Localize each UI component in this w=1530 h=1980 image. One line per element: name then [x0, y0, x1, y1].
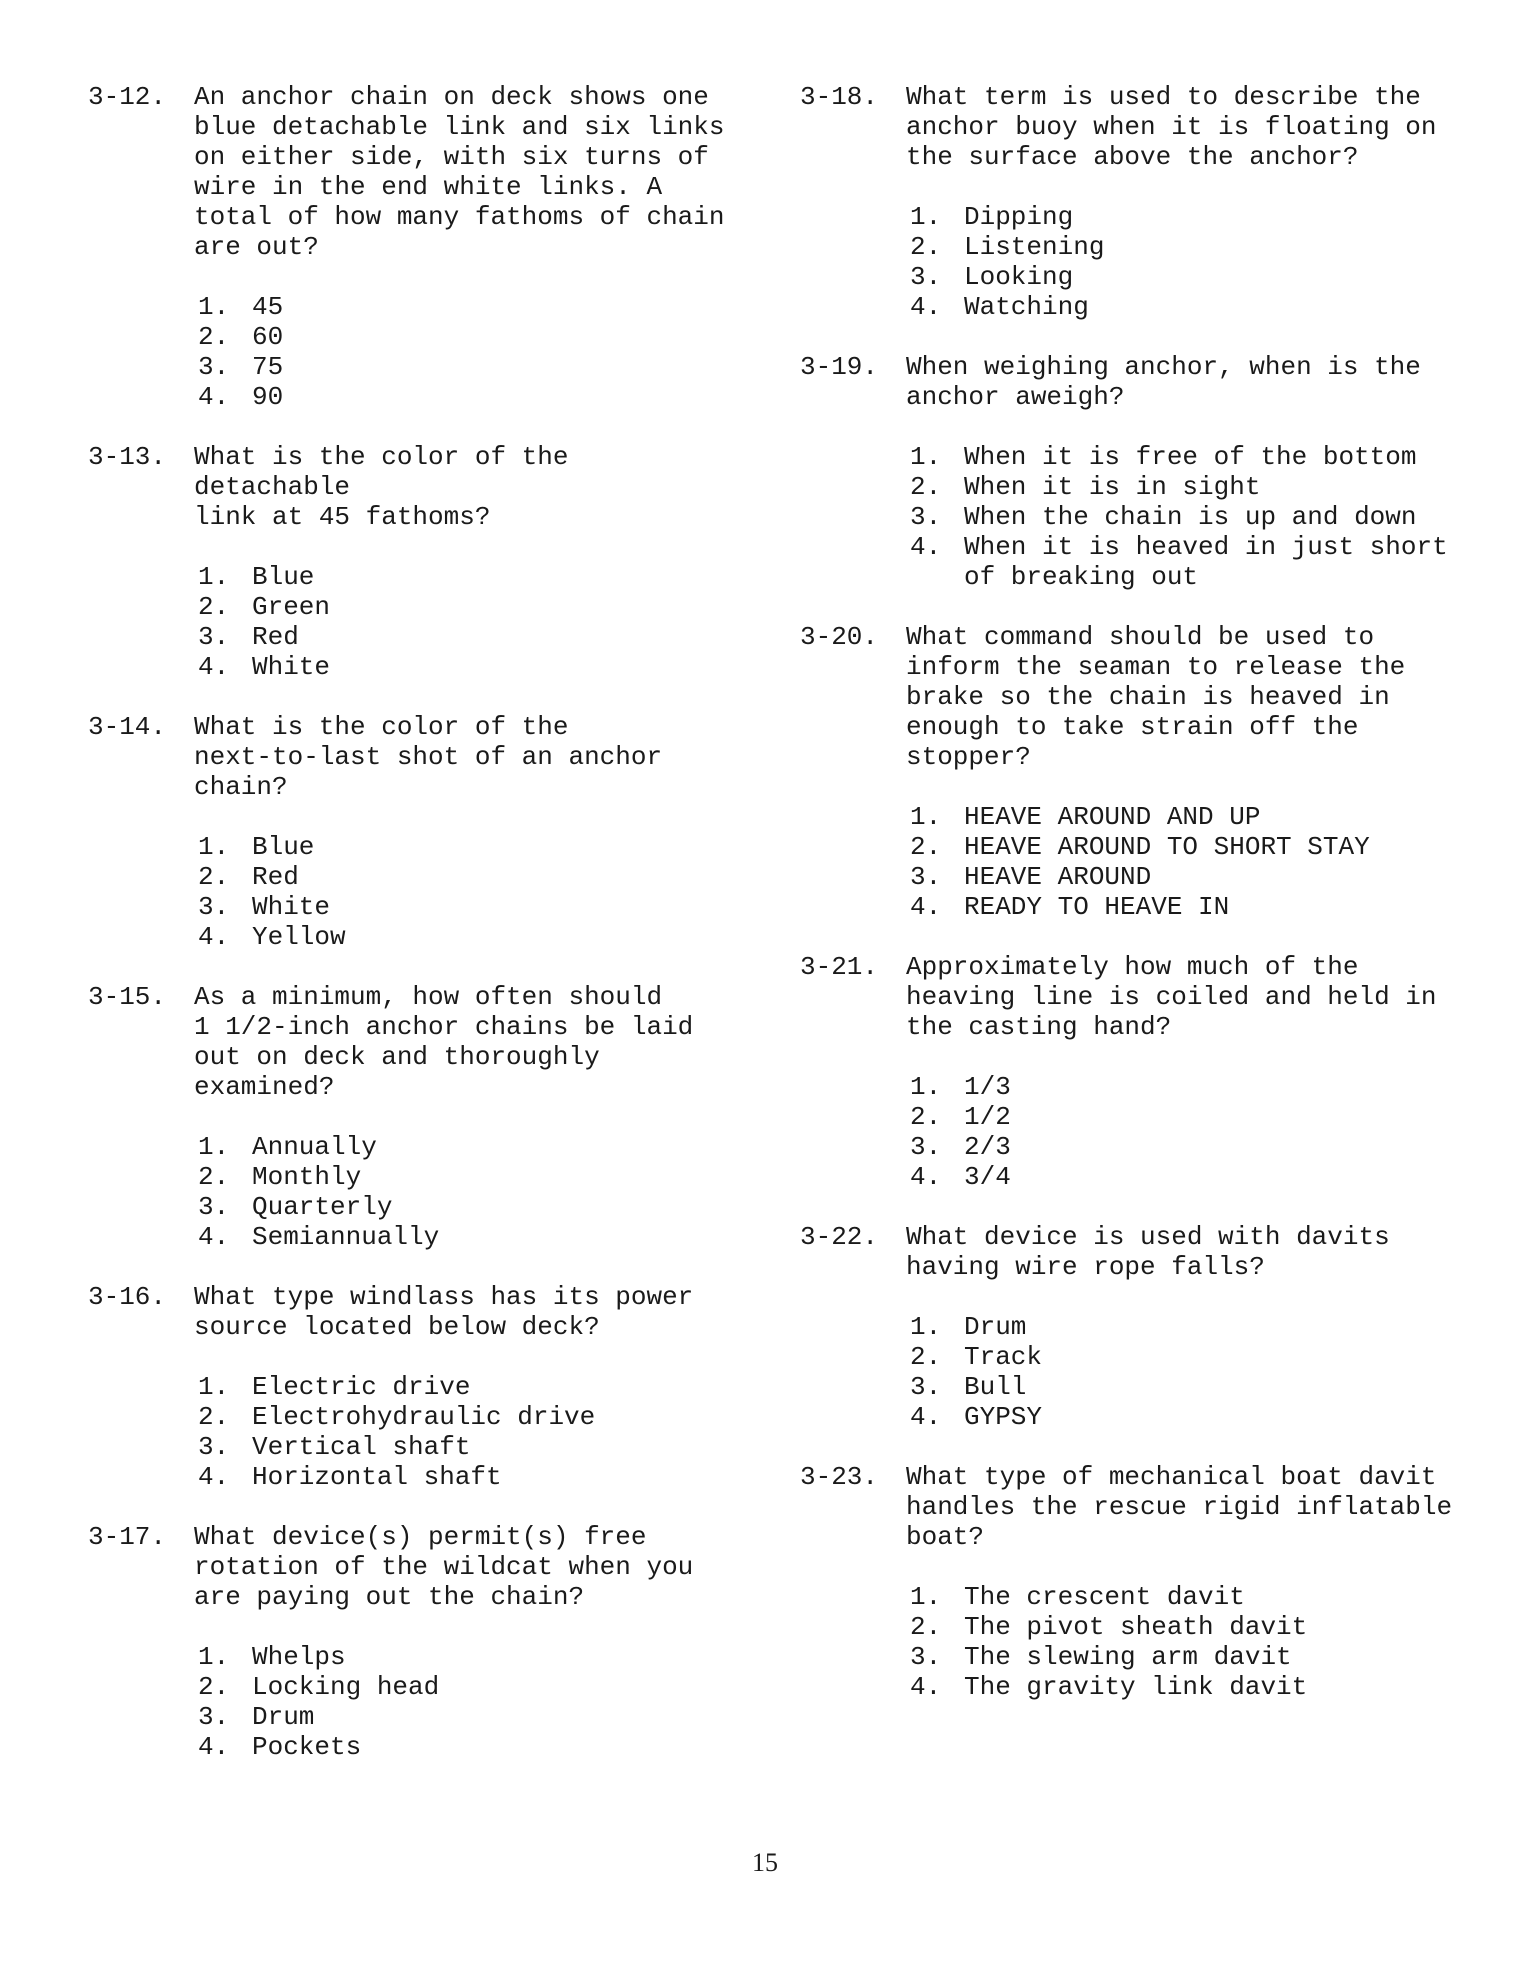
question-body — [194, 1522, 728, 1762]
option-text: READY TO HEAVE IN — [964, 892, 1230, 922]
option-text: 1/2 — [964, 1102, 1011, 1132]
option-text: Red — [252, 622, 299, 652]
option-number: 1. — [198, 562, 230, 592]
question-block — [88, 442, 728, 682]
answer-option — [198, 832, 728, 862]
option-number: 3. — [910, 1642, 942, 1672]
question-number: 3-13. — [88, 442, 167, 472]
option-text: GYPSY — [964, 1402, 1043, 1432]
answer-option — [198, 322, 728, 352]
option-text: Quarterly — [252, 1192, 393, 1222]
question-number: 3-15. — [88, 982, 167, 1012]
answer-options — [194, 562, 728, 682]
option-text: Blue — [252, 832, 315, 862]
option-text: Pockets — [252, 1732, 362, 1762]
option-number: 4. — [910, 892, 942, 922]
option-number: 1. — [910, 802, 942, 832]
question-body — [194, 442, 728, 682]
option-text: Bull — [964, 1372, 1027, 1402]
option-number: 4. — [198, 652, 230, 682]
option-number: 3. — [198, 1702, 230, 1732]
answer-option — [910, 292, 1460, 322]
option-number: 2. — [910, 832, 942, 862]
option-number: 3. — [198, 892, 230, 922]
option-text: Horizontal shaft — [252, 1462, 502, 1492]
answer-option — [198, 1672, 728, 1702]
answer-option — [910, 202, 1460, 232]
option-text: 2/3 — [964, 1132, 1011, 1162]
option-text: Watching — [964, 292, 1089, 322]
answer-option — [198, 922, 728, 952]
option-number: 3. — [910, 262, 942, 292]
question-text: Approximately how much of the heaving line is coiled and held in the casting hand? — [906, 952, 1437, 1042]
question-body — [194, 82, 728, 412]
answer-options — [906, 802, 1460, 922]
answer-options — [906, 1072, 1460, 1192]
option-number: 4. — [198, 1732, 230, 1762]
answer-options — [194, 1132, 728, 1252]
answer-option — [198, 652, 728, 682]
option-text: Green — [252, 592, 331, 622]
question-text: What term is used to describe the anchor buoy when it is floating on the surface above the anchor? — [906, 82, 1437, 172]
answer-options — [194, 1372, 728, 1492]
option-number: 2. — [910, 1612, 942, 1642]
answer-options — [906, 202, 1460, 322]
question-block — [800, 622, 1460, 922]
question-body — [194, 712, 728, 952]
option-text: 75 — [252, 352, 284, 382]
option-number: 2. — [198, 1162, 230, 1192]
answer-option — [198, 1642, 728, 1672]
option-number: 2. — [910, 232, 942, 262]
option-text: White — [252, 892, 331, 922]
question-number: 3-21. — [800, 952, 879, 982]
question-block — [800, 82, 1460, 322]
answer-option — [910, 1102, 1460, 1132]
option-text: 1/3 — [964, 1072, 1011, 1102]
answer-option — [910, 1402, 1460, 1432]
option-text: 90 — [252, 382, 284, 412]
answer-option — [198, 562, 728, 592]
question-block — [88, 712, 728, 952]
option-text: Locking head — [252, 1672, 440, 1702]
option-text: Annually — [252, 1132, 377, 1162]
option-text: When it is free of the bottom — [964, 442, 1417, 472]
option-text: When it is in sight — [964, 472, 1261, 502]
answer-option — [198, 892, 728, 922]
question-text: What device(s) permit(s) free rotation of the wildcat when you are paying out the chain? — [194, 1522, 694, 1612]
answer-option — [910, 502, 1460, 532]
answer-option — [198, 1402, 728, 1432]
option-text: HEAVE AROUND — [964, 862, 1152, 892]
answer-option — [910, 1582, 1460, 1612]
option-text: The slewing arm davit — [964, 1642, 1292, 1672]
option-text: The crescent davit — [964, 1582, 1245, 1612]
question-body — [906, 622, 1460, 922]
answer-option — [910, 262, 1460, 292]
question-block — [88, 1522, 728, 1762]
option-text: When it is heaved in just short of breaking out — [964, 532, 1448, 592]
option-text: Drum — [964, 1312, 1027, 1342]
option-number: 3. — [198, 622, 230, 652]
question-number: 3-20. — [800, 622, 879, 652]
option-number: 2. — [198, 862, 230, 892]
option-text: HEAVE AROUND TO SHORT STAY — [964, 832, 1370, 862]
option-text: Yellow — [252, 922, 346, 952]
question-text: As a minimum, how often should 1 1/2-inch anchor chains be laid out on deck and thoroughly examined? — [194, 982, 694, 1102]
question-number: 3-14. — [88, 712, 167, 742]
option-number: 3. — [910, 1372, 942, 1402]
answer-option — [198, 1192, 728, 1222]
question-number: 3-17. — [88, 1522, 167, 1552]
answer-option — [910, 892, 1460, 922]
answer-option — [198, 1462, 728, 1492]
answer-option — [198, 862, 728, 892]
option-text: Dipping — [964, 202, 1074, 232]
answer-option — [198, 592, 728, 622]
answer-option — [910, 532, 1460, 592]
answer-options — [194, 1642, 728, 1762]
question-number: 3-12. — [88, 82, 167, 112]
option-number: 2. — [198, 1672, 230, 1702]
answer-option — [910, 862, 1460, 892]
question-body — [906, 952, 1460, 1192]
question-block — [88, 1282, 728, 1492]
option-text: 3/4 — [964, 1162, 1011, 1192]
answer-options — [906, 1582, 1460, 1702]
answer-option — [910, 1162, 1460, 1192]
answer-options — [194, 292, 728, 412]
answer-option — [198, 1132, 728, 1162]
question-number: 3-22. — [800, 1222, 879, 1252]
left-column — [88, 82, 728, 1792]
question-text: What command should be used to inform the seaman to release the brake so the chain is heaved in enough to take strain off the stopper? — [906, 622, 1406, 772]
answer-option — [910, 1342, 1460, 1372]
option-text: HEAVE AROUND AND UP — [964, 802, 1261, 832]
question-body — [906, 1222, 1460, 1432]
question-body — [906, 352, 1460, 592]
question-block — [800, 352, 1460, 592]
answer-options — [906, 442, 1460, 592]
question-body — [906, 1462, 1460, 1702]
option-number: 3. — [198, 1432, 230, 1462]
answer-option — [198, 1702, 728, 1732]
option-text: Monthly — [252, 1162, 362, 1192]
question-text: What device is used with davits having wire rope falls? — [906, 1222, 1390, 1282]
answer-option — [910, 1642, 1460, 1672]
option-number: 1. — [198, 832, 230, 862]
question-block — [800, 952, 1460, 1192]
question-text: What is the color of the detachable link at 45 fathoms? — [194, 442, 569, 532]
option-text: Electric drive — [252, 1372, 471, 1402]
question-text: What is the color of the next-to-last shot of an anchor chain? — [194, 712, 663, 802]
option-number: 4. — [198, 382, 230, 412]
question-body — [906, 82, 1460, 322]
option-text: Whelps — [252, 1642, 346, 1672]
option-text: Electrohydraulic drive — [252, 1402, 596, 1432]
answer-option — [910, 1132, 1460, 1162]
option-number: 2. — [910, 1342, 942, 1372]
option-text: 45 — [252, 292, 284, 322]
answer-option — [910, 442, 1460, 472]
option-number: 1. — [910, 1312, 942, 1342]
question-body — [194, 1282, 728, 1492]
option-number: 3. — [910, 1132, 942, 1162]
answer-option — [910, 832, 1460, 862]
answer-option — [198, 1732, 728, 1762]
option-text: 60 — [252, 322, 284, 352]
answer-option — [910, 232, 1460, 262]
option-number: 4. — [910, 292, 942, 322]
option-number: 4. — [198, 1462, 230, 1492]
answer-option — [198, 1432, 728, 1462]
option-number: 2. — [198, 1402, 230, 1432]
option-text: The gravity link davit — [964, 1672, 1308, 1702]
option-number: 1. — [910, 1072, 942, 1102]
answer-option — [910, 1372, 1460, 1402]
question-body — [194, 982, 728, 1252]
question-text: What type windlass has its power source located below deck? — [194, 1282, 694, 1342]
option-text: Semiannually — [252, 1222, 440, 1252]
option-number: 1. — [910, 202, 942, 232]
answer-option — [198, 292, 728, 322]
answer-options — [906, 1312, 1460, 1432]
question-block — [800, 1462, 1460, 1702]
option-number: 2. — [910, 1102, 942, 1132]
answer-option — [198, 1162, 728, 1192]
answer-option — [198, 352, 728, 382]
option-number: 1. — [198, 1372, 230, 1402]
option-number: 1. — [910, 1582, 942, 1612]
question-text: An anchor chain on deck shows one blue detachable link and six links on either side, with six turns of wire in the end white links. A total of how many fathoms of chain are out? — [194, 82, 725, 262]
page-number: 15 — [752, 1848, 778, 1877]
answer-option — [198, 1372, 728, 1402]
answer-option — [910, 1612, 1460, 1642]
question-block — [88, 82, 728, 412]
option-number: 2. — [198, 322, 230, 352]
answer-option — [910, 1312, 1460, 1342]
option-text: White — [252, 652, 331, 682]
option-number: 1. — [910, 442, 942, 472]
option-text: Drum — [252, 1702, 315, 1732]
option-text: Blue — [252, 562, 315, 592]
option-number: 2. — [910, 472, 942, 502]
option-number: 4. — [910, 1162, 942, 1192]
option-number: 4. — [198, 1222, 230, 1252]
option-number: 3. — [198, 1192, 230, 1222]
answer-option — [910, 802, 1460, 832]
option-text: Vertical shaft — [252, 1432, 471, 1462]
option-text: Red — [252, 862, 299, 892]
question-number: 3-18. — [800, 82, 879, 112]
right-column — [800, 82, 1460, 1732]
option-number: 3. — [910, 502, 942, 532]
option-text: Looking — [964, 262, 1074, 292]
answer-option — [198, 1222, 728, 1252]
question-block — [800, 1222, 1460, 1432]
option-number: 4. — [910, 1402, 942, 1432]
answer-option — [910, 1672, 1460, 1702]
option-text: The pivot sheath davit — [964, 1612, 1308, 1642]
option-number: 1. — [198, 1642, 230, 1672]
option-number: 3. — [198, 352, 230, 382]
answer-option — [910, 472, 1460, 502]
question-number: 3-23. — [800, 1462, 879, 1492]
question-text: When weighing anchor, when is the anchor aweigh? — [906, 352, 1421, 412]
question-block — [88, 982, 728, 1252]
question-number: 3-19. — [800, 352, 879, 382]
option-number: 4. — [910, 532, 942, 562]
option-number: 1. — [198, 292, 230, 322]
option-number: 4. — [198, 922, 230, 952]
option-text: Listening — [964, 232, 1105, 262]
question-number: 3-16. — [88, 1282, 167, 1312]
option-number: 2. — [198, 592, 230, 622]
option-text: When the chain is up and down — [964, 502, 1417, 532]
answer-option — [198, 622, 728, 652]
option-text: Track — [964, 1342, 1043, 1372]
answer-option — [198, 382, 728, 412]
option-number: 3. — [910, 862, 942, 892]
answer-options — [194, 832, 728, 952]
option-number: 4. — [910, 1672, 942, 1702]
option-number: 1. — [198, 1132, 230, 1162]
question-text: What type of mechanical boat davit handles the rescue rigid inflatable boat? — [906, 1462, 1453, 1552]
answer-option — [910, 1072, 1460, 1102]
